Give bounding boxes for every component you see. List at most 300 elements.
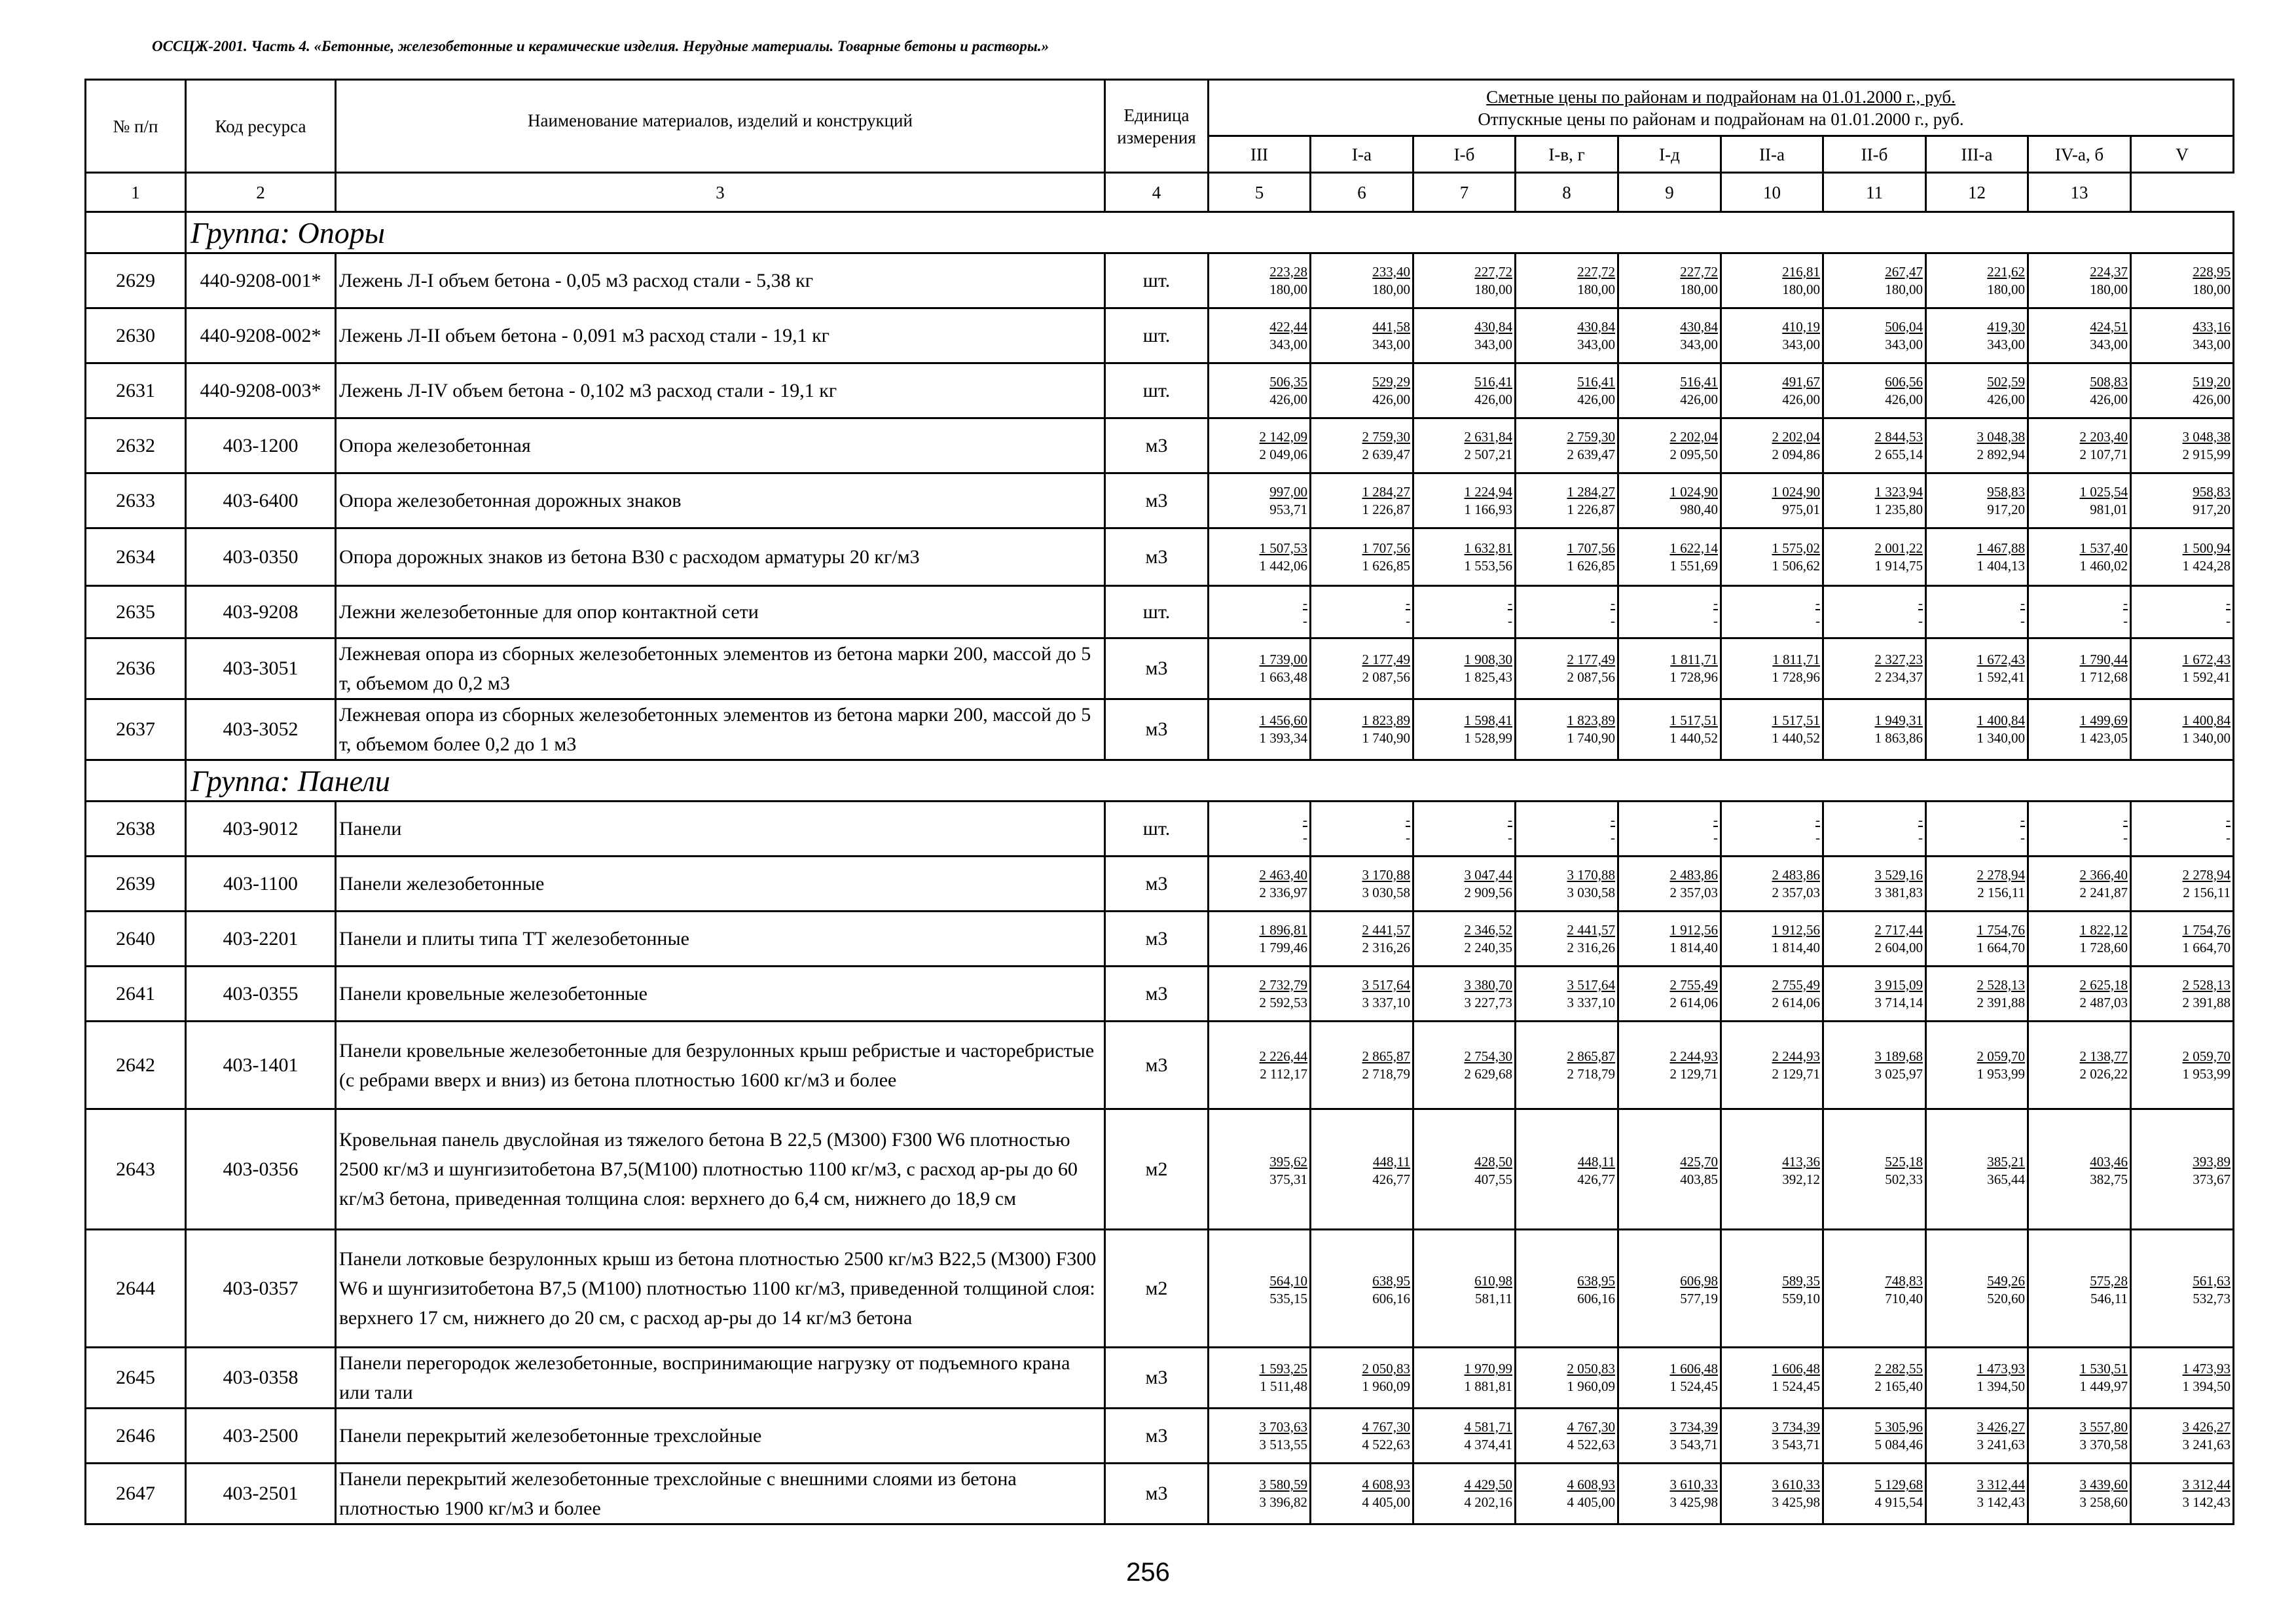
price-cell: [1926, 857, 2028, 912]
estimated-price: 3 580,59: [1259, 1477, 1307, 1492]
release-price: 2 639,47: [1362, 446, 1410, 462]
release-price: -: [1815, 612, 1820, 629]
price-cell: [2131, 1109, 2234, 1230]
release-price: 365,44: [1987, 1171, 2025, 1187]
resource-code: 440-9208-003*: [186, 363, 336, 418]
row-number: 2644: [86, 1230, 186, 1348]
release-price: 546,11: [2090, 1290, 2128, 1306]
estimated-price: 2 202,04: [1669, 428, 1718, 445]
release-price: 3 030,58: [1567, 884, 1615, 900]
price-cell: [1209, 1464, 1311, 1524]
release-price: 426,00: [1987, 391, 2025, 407]
price-cell: [1721, 1109, 1823, 1230]
release-price: 1 553,56: [1464, 557, 1512, 574]
release-price: 1 524,45: [1772, 1378, 1820, 1394]
estimated-price: 2 282,55: [1874, 1361, 1923, 1376]
price-cell: [1823, 528, 1926, 586]
price-cell: [1311, 1109, 1413, 1230]
row-number: 2634: [86, 528, 186, 586]
release-price: 2 049,06: [1259, 446, 1307, 462]
estimated-price: 425,70: [1680, 1153, 1718, 1170]
estimated-price: 3 048,38: [1977, 428, 2025, 445]
price-cell: [2028, 1022, 2131, 1109]
estimated-price: -: [2123, 595, 2128, 611]
release-price: 2 095,50: [1669, 446, 1718, 462]
release-price: 606,16: [1577, 1290, 1615, 1306]
price-cell: [1516, 1109, 1618, 1230]
price-cell: [1618, 638, 1721, 699]
release-price: 426,77: [1372, 1171, 1410, 1187]
region-header: III: [1209, 136, 1311, 173]
price-cell: [1618, 1409, 1721, 1464]
estimated-price: 1 473,93: [2182, 1361, 2231, 1376]
price-cell: [1721, 253, 1823, 308]
release-price: 3 258,60: [2079, 1494, 2128, 1510]
estimated-price: 3 312,44: [1977, 1477, 2025, 1492]
estimated-price: 638,95: [1577, 1272, 1615, 1289]
price-cell: [1209, 253, 1311, 308]
price-cell: [1618, 1348, 1721, 1409]
price-cell: [1926, 253, 2028, 308]
release-price: 2 234,37: [1874, 669, 1923, 685]
price-cell: [1413, 638, 1516, 699]
estimated-price: -: [2226, 811, 2231, 828]
estimated-price: 1 024,90: [1772, 483, 1820, 500]
resource-code: 403-3051: [186, 638, 336, 699]
release-price: 180,00: [1577, 281, 1615, 297]
release-price: 4 374,41: [1464, 1436, 1512, 1452]
price-cell: [1413, 1230, 1516, 1348]
release-price: 2 087,56: [1362, 669, 1410, 685]
estimated-price: 508,83: [2090, 373, 2128, 390]
release-price: 1 442,06: [1259, 557, 1307, 574]
release-price: 180,00: [2090, 281, 2128, 297]
column-number: 11: [1823, 173, 1926, 212]
release-price: 343,00: [1474, 336, 1512, 352]
estimated-price: 638,95: [1372, 1272, 1410, 1289]
estimated-price: 2 865,87: [1362, 1048, 1410, 1064]
price-cell: [1823, 308, 1926, 363]
price-cell: [2131, 1348, 2234, 1409]
estimated-price: 3 048,38: [2182, 428, 2231, 445]
release-price: 180,00: [1987, 281, 2025, 297]
release-price: -: [1713, 612, 1718, 629]
price-cell: [1823, 1022, 1926, 1109]
release-price: 1 728,60: [2079, 939, 2128, 955]
unit-cell: м3: [1105, 1409, 1209, 1464]
price-cell: [1413, 363, 1516, 418]
region-header: IV-а, б: [2028, 136, 2131, 173]
group-spacer-cell: [86, 212, 186, 253]
item-name: Панели: [336, 802, 1105, 857]
estimated-price: 2 717,44: [1874, 921, 1923, 938]
release-price: 3 513,55: [1259, 1436, 1307, 1452]
release-price: 981,01: [2090, 501, 2128, 517]
release-price: 1 728,96: [1772, 669, 1820, 685]
release-price: -: [1508, 829, 1512, 845]
estimated-price: 228,95: [2193, 263, 2231, 280]
release-price: 3 337,10: [1567, 994, 1615, 1010]
estimated-price: 2 327,23: [1874, 652, 1923, 667]
price-cell: [2131, 308, 2234, 363]
estimated-price: 1 024,90: [1669, 483, 1718, 500]
table-row: [86, 586, 2234, 638]
estimated-price: 2 755,49: [1669, 976, 1718, 993]
release-price: 343,00: [1680, 336, 1718, 352]
estimated-price: 4 608,93: [1567, 1477, 1615, 1492]
release-price: 2 604,00: [1874, 939, 1923, 955]
region-header: V: [2131, 136, 2234, 173]
price-cell: [1209, 1109, 1311, 1230]
price-cell: [1516, 308, 1618, 363]
estimated-price: 1 970,99: [1464, 1361, 1512, 1376]
release-price: 1 394,50: [2182, 1378, 2231, 1394]
price-cell: [1209, 363, 1311, 418]
price-cell: [1823, 363, 1926, 418]
estimated-price: 3 529,16: [1874, 866, 1923, 883]
price-cell: [1926, 418, 2028, 473]
price-cell: [1618, 473, 1721, 528]
item-name: Лежни железобетонные для опор контактной сети: [336, 586, 1105, 638]
region-header: I-а: [1311, 136, 1413, 173]
estimated-price: 448,11: [1373, 1153, 1410, 1170]
release-price: 1 825,43: [1464, 669, 1512, 685]
estimated-price: 1 908,30: [1464, 652, 1512, 667]
estimated-price: -: [1815, 595, 1820, 611]
estimated-price: -: [1508, 811, 1512, 828]
table-row: [86, 638, 2234, 699]
price-cell: [1926, 363, 2028, 418]
estimated-price: 1 672,43: [1977, 652, 2025, 667]
item-name: Лежень Л-I объем бетона - 0,05 м3 расход стали - 5,38 кг: [336, 253, 1105, 308]
release-price: 2 892,94: [1977, 446, 2025, 462]
estimated-price: 2 050,83: [1567, 1361, 1615, 1376]
resource-code: 403-2201: [186, 912, 336, 967]
release-price: 1 551,69: [1669, 557, 1718, 574]
estimated-price: 3 557,80: [2079, 1418, 2128, 1435]
unit-cell: м2: [1105, 1109, 1209, 1230]
estimated-price: 224,37: [2090, 263, 2128, 280]
release-price: 581,11: [1475, 1290, 1512, 1306]
item-name: Лежень Л-II объем бетона - 0,091 м3 расход стали - 19,1 кг: [336, 308, 1105, 363]
estimated-price: 3 610,33: [1772, 1477, 1820, 1492]
release-price: 1 626,85: [1567, 557, 1615, 574]
estimated-price: 433,16: [2193, 318, 2231, 335]
release-price: 382,75: [2090, 1171, 2128, 1187]
price-cell: [1721, 1409, 1823, 1464]
release-price: -: [2020, 829, 2025, 845]
resource-code: 403-6400: [186, 473, 336, 528]
estimated-price: 4 429,50: [1464, 1477, 1512, 1492]
release-price: -: [2123, 829, 2128, 845]
price-cell: [1311, 1409, 1413, 1464]
estimated-price: 2 244,93: [1669, 1048, 1718, 1064]
release-price: -: [1303, 829, 1307, 845]
estimated-price: 516,41: [1577, 373, 1615, 390]
estimated-price: 2 278,94: [2182, 866, 2231, 883]
price-cell: [2028, 638, 2131, 699]
release-price: 4 405,00: [1567, 1494, 1615, 1510]
price-cell: [1209, 418, 1311, 473]
estimated-price: 1 517,51: [1669, 712, 1718, 728]
release-price: 3 142,43: [1977, 1494, 2025, 1510]
release-price: 4 405,00: [1362, 1494, 1410, 1510]
estimated-price: 422,44: [1269, 318, 1307, 335]
price-cell: [1413, 1464, 1516, 1524]
unit-cell: м2: [1105, 1230, 1209, 1348]
estimated-price: 1 707,56: [1567, 540, 1615, 556]
release-price: 2 316,26: [1362, 939, 1410, 955]
column-number: 1: [86, 173, 186, 212]
release-price: -: [1611, 612, 1615, 629]
estimated-price: 529,29: [1372, 373, 1410, 390]
document-header: ОССЦЖ-2001. Часть 4. «Бетонные, железобетонные и керамические изделия. Нерудные материалы. Товарные бетоны и растворы.»: [152, 38, 1049, 54]
row-number: 2646: [86, 1409, 186, 1464]
item-name: Панели перекрытий железобетонные трехслойные с внешними слоями из бетона плотностью 1900 кг/м3 и более: [336, 1464, 1105, 1524]
region-header: I-д: [1618, 136, 1721, 173]
release-price: 343,00: [2193, 336, 2231, 352]
release-price: 343,00: [1885, 336, 1923, 352]
release-price: 1 664,70: [2182, 939, 2231, 955]
price-cell: [1721, 857, 1823, 912]
price-cell: [1618, 699, 1721, 760]
estimated-price: 1 467,88: [1977, 540, 2025, 556]
price-cell: [1209, 528, 1311, 586]
price-cell: [1311, 308, 1413, 363]
estimated-price: 549,26: [1987, 1272, 2025, 1289]
estimated-price: 2 203,40: [2079, 428, 2128, 445]
price-cell: [2131, 802, 2234, 857]
column-number: 12: [1926, 173, 2028, 212]
col-header-unit: Единица измерения: [1105, 80, 1209, 173]
release-price: 1 449,97: [2079, 1378, 2128, 1394]
release-price: 2 165,40: [1874, 1378, 1923, 1394]
estimated-price: -: [1815, 811, 1820, 828]
estimated-price: 997,00: [1269, 483, 1307, 500]
release-price: 392,12: [1782, 1171, 1820, 1187]
price-cell: [2131, 253, 2234, 308]
price-cell: [1926, 1109, 2028, 1230]
price-cell: [1926, 586, 2028, 638]
estimated-price: -: [1303, 595, 1307, 611]
resource-code: 440-9208-002*: [186, 308, 336, 363]
price-cell: [1926, 699, 2028, 760]
price-cell: [1823, 857, 1926, 912]
column-number-row: [86, 173, 2234, 212]
estimated-price: 1 284,27: [1567, 483, 1615, 500]
price-cell: [1516, 638, 1618, 699]
row-number: 2633: [86, 473, 186, 528]
price-cell: [1311, 253, 1413, 308]
estimated-price: 428,50: [1474, 1153, 1512, 1170]
estimated-price: -: [1918, 811, 1923, 828]
price-cell: [1516, 1409, 1618, 1464]
estimated-price: 606,98: [1680, 1272, 1718, 1289]
price-cell: [1721, 638, 1823, 699]
release-price: 180,00: [1680, 281, 1718, 297]
release-price: 1 814,40: [1669, 939, 1718, 955]
table-row: [86, 1464, 2234, 1524]
release-price: 1 953,99: [2182, 1065, 2231, 1082]
price-cell: [2131, 473, 2234, 528]
estimated-price: 575,28: [2090, 1272, 2128, 1289]
row-number: 2639: [86, 857, 186, 912]
price-cell: [1209, 308, 1311, 363]
price-cell: [1413, 473, 1516, 528]
price-cell: [1311, 699, 1413, 760]
release-price: 2 240,35: [1464, 939, 1512, 955]
price-cell: [2028, 528, 2131, 586]
release-price: 2 718,79: [1567, 1065, 1615, 1082]
estimated-price: 4 767,30: [1567, 1418, 1615, 1435]
release-price: 2 614,06: [1669, 994, 1718, 1010]
release-price: 3 142,43: [2182, 1494, 2231, 1510]
price-cell: [1516, 699, 1618, 760]
release-price: 343,00: [1577, 336, 1615, 352]
release-price: -: [1303, 612, 1307, 629]
release-price: 4 522,63: [1362, 1436, 1410, 1452]
release-price: 2 614,06: [1772, 994, 1820, 1010]
price-cell: [2028, 253, 2131, 308]
estimated-price: 3 426,27: [2182, 1418, 2231, 1435]
item-name: Опора железобетонная дорожных знаков: [336, 473, 1105, 528]
price-cell: [1209, 857, 1311, 912]
resource-code: 403-0355: [186, 967, 336, 1022]
release-price: 3 025,97: [1874, 1065, 1923, 1082]
table-row: [86, 528, 2234, 586]
price-cell: [2028, 967, 2131, 1022]
group-row: [86, 760, 2234, 802]
estimated-price: -: [1713, 595, 1718, 611]
price-cell: [1721, 473, 1823, 528]
release-price: 1 799,46: [1259, 939, 1307, 955]
estimated-price: 1 025,54: [2079, 483, 2128, 500]
estimated-price: 561,63: [2193, 1272, 2231, 1289]
price-cell: [1311, 1022, 1413, 1109]
price-cell: [1823, 418, 1926, 473]
row-number: 2632: [86, 418, 186, 473]
estimated-price: 2 059,70: [1977, 1048, 2025, 1064]
estimated-price: 3 703,63: [1259, 1418, 1307, 1435]
release-price: 2 336,97: [1259, 884, 1307, 900]
column-number: 9: [1618, 173, 1721, 212]
release-price: 426,00: [1577, 391, 1615, 407]
price-cell: [1311, 418, 1413, 473]
release-price: 426,00: [2090, 391, 2128, 407]
price-cell: [2131, 1464, 2234, 1524]
estimated-price: 748,83: [1885, 1272, 1923, 1289]
column-number: 13: [2028, 173, 2131, 212]
price-cell: [2131, 638, 2234, 699]
column-number: 4: [1105, 173, 1209, 212]
release-price: 1 393,34: [1259, 730, 1307, 746]
estimated-price: 1 754,76: [2182, 921, 2231, 938]
release-price: 1 440,52: [1772, 730, 1820, 746]
price-cell: [1516, 363, 1618, 418]
unit-cell: м3: [1105, 1348, 1209, 1409]
resource-code: 403-1100: [186, 857, 336, 912]
release-price: 502,33: [1885, 1171, 1923, 1187]
price-cell: [1311, 586, 1413, 638]
item-name: Кровельная панель двуслойная из тяжелого бетона В 22,5 (М300) F300 W6 плотностью 2500 кг/м3 и шунгизитобетона В7,5(М100) плотностью 1100 кг/м3, с расход ар-ры до 60 кг/м3 бетона, приведенная толщина слоя: верхнего до 6,4 см, нижнего до 18,9 см: [336, 1109, 1105, 1230]
estimated-price: 4 767,30: [1362, 1418, 1410, 1435]
price-cell: [1516, 1230, 1618, 1348]
release-price: 606,16: [1372, 1290, 1410, 1306]
column-number: 6: [1311, 173, 1413, 212]
release-price: 1 404,13: [1977, 557, 2025, 574]
release-price: 1 340,00: [1977, 730, 2025, 746]
region-header: II-б: [1823, 136, 1926, 173]
release-price: 1 914,75: [1874, 557, 1923, 574]
estimated-price: -: [2020, 811, 2025, 828]
estimated-price: 2 346,52: [1464, 921, 1512, 938]
item-name: Панели перекрытий железобетонные трехслойные: [336, 1409, 1105, 1464]
price-cell: [1618, 1109, 1721, 1230]
release-price: 1 664,70: [1977, 939, 2025, 955]
release-price: 1 460,02: [2079, 557, 2128, 574]
price-cell: [1209, 699, 1311, 760]
estimated-price: 589,35: [1782, 1272, 1820, 1289]
price-cell: [1823, 1348, 1926, 1409]
unit-cell: м3: [1105, 967, 1209, 1022]
estimated-price: 506,35: [1269, 373, 1307, 390]
estimated-price: 413,36: [1782, 1153, 1820, 1170]
estimated-price: 1 500,94: [2182, 540, 2231, 556]
estimated-price: 2 138,77: [2079, 1048, 2128, 1064]
region-header: I-в, г: [1516, 136, 1618, 173]
estimated-price: 1 896,81: [1259, 921, 1307, 938]
release-price: 426,00: [1680, 391, 1718, 407]
estimated-price: 2 366,40: [2079, 866, 2128, 883]
col-header-prices: [1209, 80, 2234, 136]
release-price: 407,55: [1474, 1171, 1512, 1187]
col-header-name: Наименование материалов, изделий и конструкций: [336, 80, 1105, 173]
row-number: 2640: [86, 912, 186, 967]
unit-cell: шт.: [1105, 363, 1209, 418]
release-price: 180,00: [1372, 281, 1410, 297]
release-price: 1 423,05: [2079, 730, 2128, 746]
estimated-price: 2 226,44: [1259, 1048, 1307, 1064]
price-cell: [1618, 528, 1721, 586]
unit-cell: м3: [1105, 912, 1209, 967]
release-price: 1 424,28: [2182, 557, 2231, 574]
estimated-price: 1 754,76: [1977, 921, 2025, 938]
release-price: 2 026,22: [2079, 1065, 2128, 1082]
release-price: 2 639,47: [1567, 446, 1615, 462]
release-price: 1 863,86: [1874, 730, 1923, 746]
price-cell: [1209, 473, 1311, 528]
estimated-price: 3 170,88: [1362, 866, 1410, 883]
row-number: 2645: [86, 1348, 186, 1409]
release-price: 1 712,68: [2079, 669, 2128, 685]
estimated-price: 1 707,56: [1362, 540, 1410, 556]
unit-cell: м3: [1105, 1464, 1209, 1524]
price-cell: [1823, 586, 1926, 638]
unit-cell: м3: [1105, 1022, 1209, 1109]
resource-code: 403-0350: [186, 528, 336, 586]
estimated-price: 3 915,09: [1874, 976, 1923, 993]
release-price: 1 506,62: [1772, 557, 1820, 574]
estimated-price: 2 177,49: [1567, 652, 1615, 667]
release-price: -: [1406, 829, 1410, 845]
estimated-price: 516,41: [1474, 373, 1512, 390]
release-price: 535,15: [1269, 1290, 1307, 1306]
estimated-price: 1 284,27: [1362, 483, 1410, 500]
release-price: 2 241,87: [2079, 884, 2128, 900]
release-price: 343,00: [1987, 336, 2025, 352]
release-price: -: [1406, 612, 1410, 629]
price-cell: [2028, 308, 2131, 363]
